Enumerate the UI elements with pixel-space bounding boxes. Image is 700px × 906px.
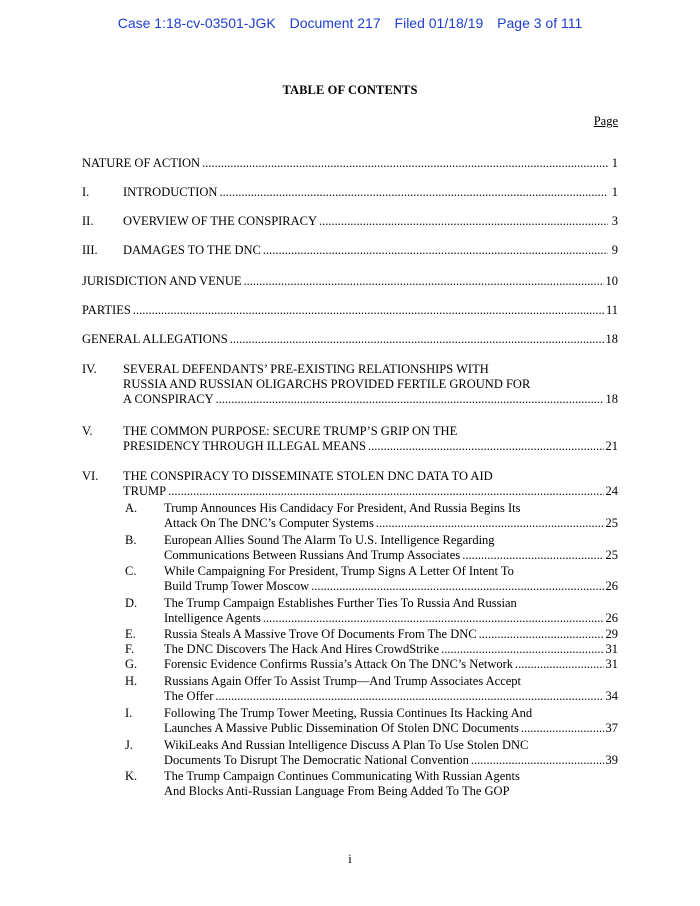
toc-entry-number: H. xyxy=(125,674,138,688)
dot-leader xyxy=(515,657,603,672)
page-footer-number: i xyxy=(348,852,352,866)
toc-entry-number: A. xyxy=(125,501,138,515)
dot-leader xyxy=(263,611,604,626)
toc-page-number: 11 xyxy=(605,303,618,317)
dot-leader xyxy=(368,439,604,454)
document-number: Document 217 xyxy=(289,15,381,31)
toc-entry-number: II. xyxy=(82,214,94,228)
toc-entry-title: TRUMP xyxy=(123,484,167,498)
toc-entry-title: OVERVIEW OF THE CONSPIRACY xyxy=(123,214,318,228)
dot-leader xyxy=(133,303,604,318)
toc-entry-title: The Offer xyxy=(164,689,214,703)
toc-entry-title: Attack On The DNC’s Computer Systems xyxy=(164,516,374,530)
toc-entry-title: Build Trump Tower Moscow xyxy=(164,579,310,593)
toc-entry-title: The Trump Campaign Continues Communicating With Russian Agents xyxy=(164,769,520,783)
toc-entry-title: THE CONSPIRACY TO DISSEMINATE STOLEN DNC DATA TO AID xyxy=(123,469,493,483)
toc-page-number: 21 xyxy=(605,439,618,453)
toc-entry-number: F. xyxy=(125,642,135,656)
dot-leader xyxy=(202,156,608,171)
toc-entry-title: The Trump Campaign Establishes Further Ties To Russia And Russian xyxy=(164,596,517,610)
page-column-heading: Page xyxy=(593,114,618,128)
toc-entry-number: III. xyxy=(82,243,98,257)
toc-entry-title: DAMAGES TO THE DNC xyxy=(123,243,261,257)
dot-leader xyxy=(168,484,603,499)
toc-page-number: 25 xyxy=(605,516,618,530)
toc-page-number: 18 xyxy=(605,392,618,406)
toc-page-number: 24 xyxy=(605,484,618,498)
toc-entry-title: INTRODUCTION xyxy=(123,185,218,199)
toc-entry-title: The DNC Discovers The Hack And Hires CrowdStrike xyxy=(164,642,440,656)
toc-page-number: 10 xyxy=(605,274,618,288)
toc-entry-title: Following The Trump Tower Meeting, Russia Continues Its Hacking And xyxy=(164,706,533,720)
toc-entry-title: NATURE OF ACTION xyxy=(82,156,201,170)
toc-entry-title: And Blocks Anti-Russian Language From Being Added To The GOP xyxy=(164,784,510,798)
toc-page-number: 29 xyxy=(605,627,618,641)
toc-entry-title: PRESIDENCY THROUGH ILLEGAL MEANS xyxy=(123,439,366,453)
toc-entry-title: WikiLeaks And Russian Intelligence Discuss A Plan To Use Stolen DNC xyxy=(164,738,529,752)
toc-entry-title: PARTIES xyxy=(82,303,131,317)
toc-entry-number: C. xyxy=(125,564,137,578)
toc-entry-title: THE COMMON PURPOSE: SECURE TRUMP’S GRIP ON THE xyxy=(123,424,458,438)
toc-entry-number: VI. xyxy=(82,469,99,483)
toc-entry-number: IV. xyxy=(82,362,97,376)
toc-entry-title: Intelligence Agents xyxy=(164,611,261,625)
toc-entry-number: J. xyxy=(125,738,133,752)
toc-page-number: 37 xyxy=(605,721,618,735)
toc-page-number: 9 xyxy=(611,243,618,257)
toc-entry-title: A CONSPIRACY xyxy=(123,392,214,406)
toc-page-number: 1 xyxy=(611,185,618,199)
toc-entry-title: Trump Announces His Candidacy For President, And Russia Begins Its xyxy=(164,501,521,515)
toc-entry-title: GENERAL ALLEGATIONS xyxy=(82,332,228,346)
toc-entry-number: V. xyxy=(82,424,93,438)
toc-entry-number: K. xyxy=(125,769,138,783)
toc-entry-title: Russians Again Offer To Assist Trump—And Trump Associates Accept xyxy=(164,674,522,688)
toc-entry-number: G. xyxy=(125,657,138,671)
dot-leader xyxy=(319,214,608,229)
dot-leader xyxy=(230,332,604,347)
dot-leader xyxy=(216,392,604,407)
toc-entry-title: Forensic Evidence Confirms Russia’s Attack On The DNC’s Network xyxy=(164,657,514,671)
toc-entry-title: European Allies Sound The Alarm To U.S. Intelligence Regarding xyxy=(164,533,495,547)
toc-entry-title: SEVERAL DEFENDANTS’ PRE-EXISTING RELATIONSHIPS WITH xyxy=(123,362,489,376)
case-number: Case 1:18-cv-03501-JGK xyxy=(117,15,276,31)
dot-leader xyxy=(441,642,603,657)
toc-page-number: 1 xyxy=(611,156,618,170)
toc-entry-title: Russia Steals A Massive Trove Of Documents From The DNC xyxy=(164,627,477,641)
toc-entry-title: Launches A Massive Public Dissemination Of Stolen DNC Documents xyxy=(164,721,519,735)
toc-page-number: 31 xyxy=(605,642,618,656)
toc-entry-title: JURISDICTION AND VENUE xyxy=(82,274,242,288)
toc-page-number: 25 xyxy=(605,548,618,562)
toc-entry-number: I. xyxy=(125,706,133,720)
toc-page-number: 26 xyxy=(605,579,618,593)
toc-page-number: 3 xyxy=(611,214,618,228)
dot-leader xyxy=(376,516,604,531)
case-header xyxy=(0,15,700,31)
toc-entry-title: Documents To Disrupt The Democratic National Convention xyxy=(164,753,469,767)
toc-page-number: 18 xyxy=(605,332,618,346)
dot-leader xyxy=(479,627,604,642)
toc-page-number: 31 xyxy=(605,657,618,671)
filed-date: Filed 01/18/19 xyxy=(394,15,484,31)
toc-page-number: 39 xyxy=(605,753,618,767)
toc-entry-number: I. xyxy=(82,185,90,199)
toc-page-number: 34 xyxy=(605,689,618,703)
toc-entry-title: RUSSIA AND RUSSIAN OLIGARCHS PROVIDED FERTILE GROUND FOR xyxy=(123,377,531,391)
dot-leader xyxy=(244,274,604,289)
page-title: TABLE OF CONTENTS xyxy=(282,83,418,97)
toc-page-number: 26 xyxy=(605,611,618,625)
toc-entry-number: B. xyxy=(125,533,137,547)
toc-entry-title: Communications Between Russians And Trump Associates xyxy=(164,548,461,562)
dot-leader xyxy=(263,243,608,258)
dot-leader xyxy=(462,548,603,563)
dot-leader xyxy=(219,185,608,200)
dot-leader xyxy=(311,579,603,594)
dot-leader xyxy=(215,689,603,704)
toc-entry-title: While Campaigning For President, Trump Signs A Letter Of Intent To xyxy=(164,564,514,578)
toc-entry-number: D. xyxy=(125,596,138,610)
page-count: Page 3 of 111 xyxy=(497,15,583,31)
dot-leader xyxy=(471,753,604,768)
dot-leader xyxy=(521,721,604,736)
toc-entry-number: E. xyxy=(125,627,136,641)
